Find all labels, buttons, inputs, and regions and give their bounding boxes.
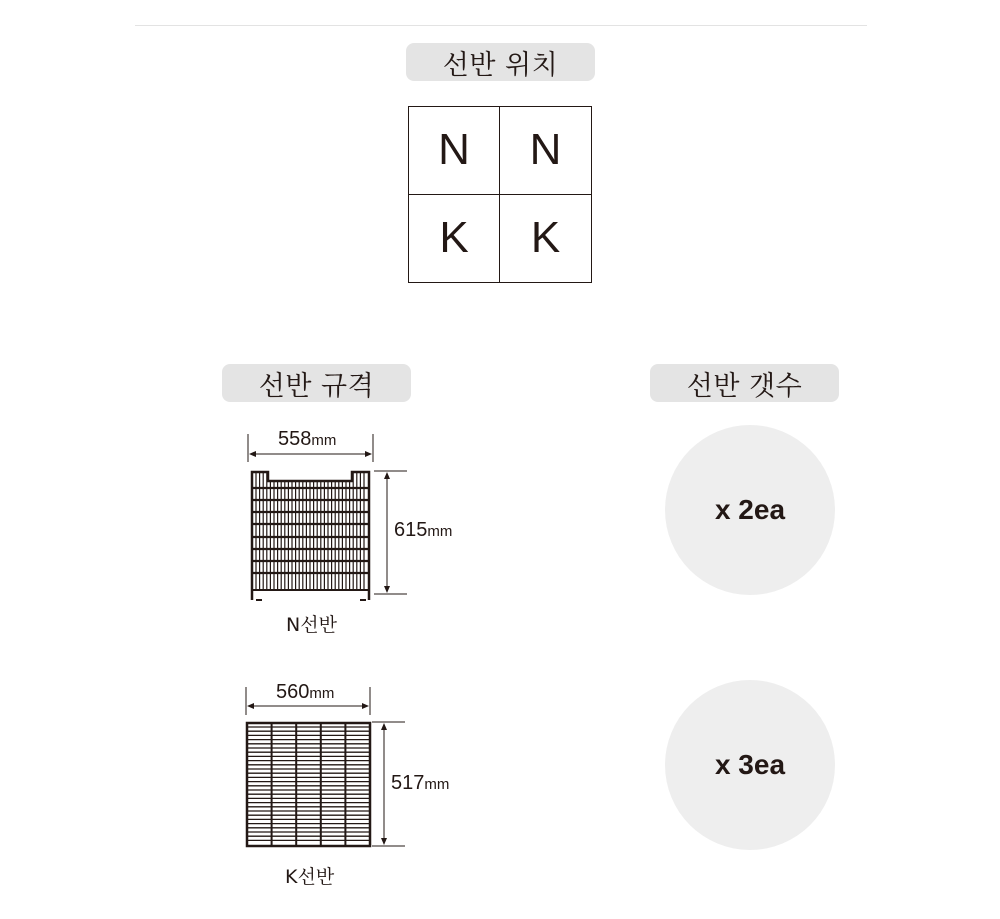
n-shelf-rack-drawing [252,472,369,600]
shelf-count-heading: 선반 갯수 [650,364,839,402]
n-shelf-height-value: 615 [394,519,428,541]
shelf-spec-heading: 선반 규격 [222,364,411,402]
n-shelf-caption: N선반 [286,614,337,636]
n-shelf-count-badge: x 2ea [665,425,835,595]
position-cell-top-right: N [500,107,591,195]
k-shelf-caption: K선반 [285,866,335,888]
shelf-position-heading: 선반 위치 [406,43,595,81]
k-shelf-height-value: 517 [391,772,425,794]
k-shelf-height-unit: mm [424,776,450,793]
k-shelf-height-label [391,772,449,795]
k-shelf-width-unit: mm [309,685,335,702]
k-shelf-rack-drawing [247,723,370,846]
position-cell-bottom-right: K [530,213,561,263]
k-shelf-width-value: 560 [276,681,310,703]
k-shelf-count-badge: x 3ea [665,680,835,850]
n-shelf-width-value: 558 [278,428,312,450]
n-shelf-width-unit: mm [311,432,337,449]
position-cell-top-left: N [409,107,500,195]
n-shelf-width-label [278,428,336,451]
n-shelf-height-label [394,519,452,542]
k-shelf-width-label [276,681,334,704]
n-shelf-height-unit: mm [427,523,453,540]
position-cell-bottom-left: K [409,195,500,283]
